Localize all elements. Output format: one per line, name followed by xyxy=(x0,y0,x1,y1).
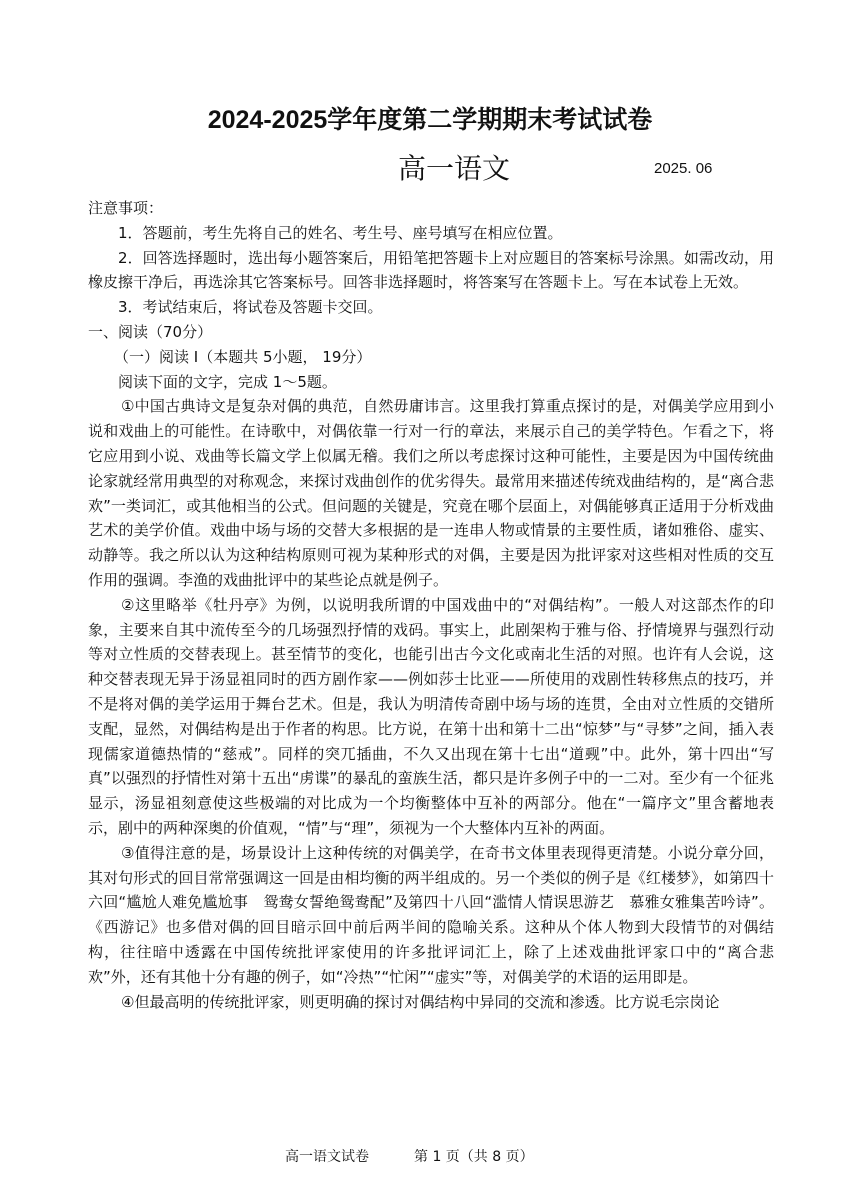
note-item-2: 2．回答选择题时，选出每小题答案后，用铅笔把答题卡上对应题目的答案标号涂黑。如需改动，用橡皮擦干净后，再选涂其它答案标号。回答非选择题时，将答案写在答题卡上。写在本试卷上无效。 xyxy=(88,248,774,292)
exam-date: 2025. 06 xyxy=(654,160,713,177)
exam-title: 2024-2025学年度第二学期期末考试试卷 xyxy=(207,106,653,134)
paragraph-1: ①中国古典诗文是复杂对偶的典范，自然毋庸讳言。这里我打算重点探讨的是，对偶美学应用到小说和戏曲上的可能性。在诗歌中，对偶依靠一行对一行的章法，来展示自己的美学特色。乍看之下，将它应用到小说、戏曲等长篇文学上似属无稽。我们之所以考虑探讨这种可能性，主要是因为中国传统曲论家就经常用典型的对称观念，来探讨戏曲创作的优劣得失。最常用来描述传统戏曲结构的，是“离合悲欢”一类词汇，或其他相当的公式。但问题的关键是，究竟在哪个层面上，对偶能够真正适用于分析戏曲艺术的美学价值。戏曲中场与场的交替大多根据的是一连串人物或情景的主要性质，诸如雅俗、虚实、动静等。我之所以认为这种结构原则可视为某种形式的对偶，主要是因为批评家对这些相对性质的交互作用的强调。李渔的戏曲批评中的某些论点就是例子。 xyxy=(88,397,774,589)
paragraph-2: ②这里略举《牡丹亭》为例，以说明我所谓的中国戏曲中的“对偶结构”。一般人对这部杰作的印象，主要来自其中流传至今的几场强烈抒情的戏码。事实上，此剧架构于雅与俗、抒情境界与强烈行动等对立性质的交替表现上。甚至情节的变化，也能引出古今文化或南北生活的对照。也许有人会说，这种交替表现无异于汤显祖同时的西方剧作家——例如莎士比亚——所使用的戏剧性转移焦点的技巧，并不是将对偶的美学运用于舞台艺术。但是，我认为明清传奇剧中场与场的连贯，全由对立性质的交错所支配，显然，对偶结构是出于作者的构思。比方说，在第十出和第十二出“惊梦”与“寻梦”之间，插入表现儒家道德热情的“慈戒”。同样的突兀插曲，不久又出现在第十七出“道觋”中。此外，第十四出“写真”以强烈的抒情性对第十五出“虏谍”的暴乱的蛮族生活，都只是许多例子中的一二对。至少有一个征兆显示，汤显祖刻意使这些极端的对比成为一个均衡整体中互补的两部分。他在“一篇序文”里含蓄地表示，剧中的两种深奥的价值观，“情”与“理”，须视为一个大整体内互补的两面。 xyxy=(88,595,774,837)
paragraph-3: ③值得注意的是，场景设计上这种传统的对偶美学，在奇书文体里表现得更清楚。小说分章分回，其对句形式的回目常常强调这一回是由相均衡的两半组成的。另一个类似的例子是《红楼梦》，如第四十六回“尴尬人难免尴尬事 鸳鸯女誓绝鸳鸯配”及第四十八回“滥情人情误思游艺 慕雅女雅集苦吟诗”。《西游记》也多借对偶的回目暗示回中前后两半间的隐喻关系。这种从个体人物到大段情节的对偶结构，往往暗中透露在中国传统批评家使用的许多批评词汇上，除了上述戏曲批评家口中的“离合悲欢”外，还有其他十分有趣的例子，如“冷热”“忙闲”“虚实”等，对偶美学的术语的运用即是。 xyxy=(88,843,774,986)
footer-paper-name: 高一语文试卷 xyxy=(285,1149,369,1165)
reading-instruction: 阅读下面的文字，完成 1～5题。 xyxy=(118,372,337,391)
paragraph-4: ④但最高明的传统批评家，则更明确的探讨对偶结构中异同的交流和渗透。比方说毛宗岗论 xyxy=(121,992,720,1011)
note-item-1: 1．答题前，考生先将自己的姓名、考生号、座号填写在相应位置。 xyxy=(118,223,563,242)
footer-page-number: 第 1 页（共 8 页） xyxy=(414,1149,534,1165)
note-item-3: 3．考试结束后，将试卷及答题卡交回。 xyxy=(118,298,383,317)
document-body xyxy=(88,196,774,1014)
section-heading: 一、阅读（70分） xyxy=(88,322,213,341)
notes-heading: 注意事项： xyxy=(88,199,164,217)
subject-title: 高一语文 xyxy=(398,152,511,185)
section-subheading: （一）阅读 I（本题共 5小题， 19分） xyxy=(114,347,372,366)
